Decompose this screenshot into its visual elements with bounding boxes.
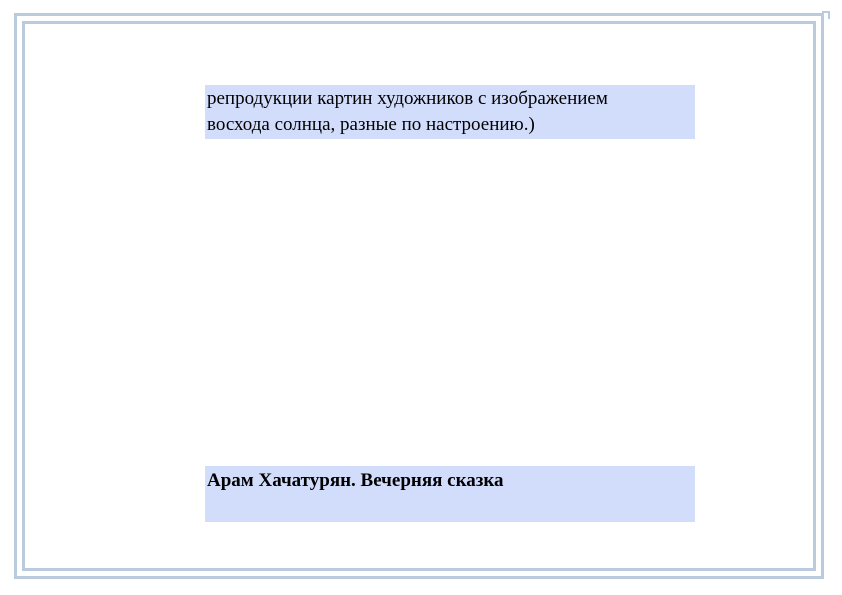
description-line-2: восхода солнца, разные по настроению.): [207, 114, 535, 135]
frame-corner-accent: [822, 11, 830, 19]
description-line-1: репродукции картин художников с изображением: [207, 88, 608, 109]
title-text-box: [205, 466, 695, 522]
description-text-box: [205, 85, 695, 139]
music-title: Арам Хачатурян. Вечерняя сказка: [207, 470, 504, 491]
